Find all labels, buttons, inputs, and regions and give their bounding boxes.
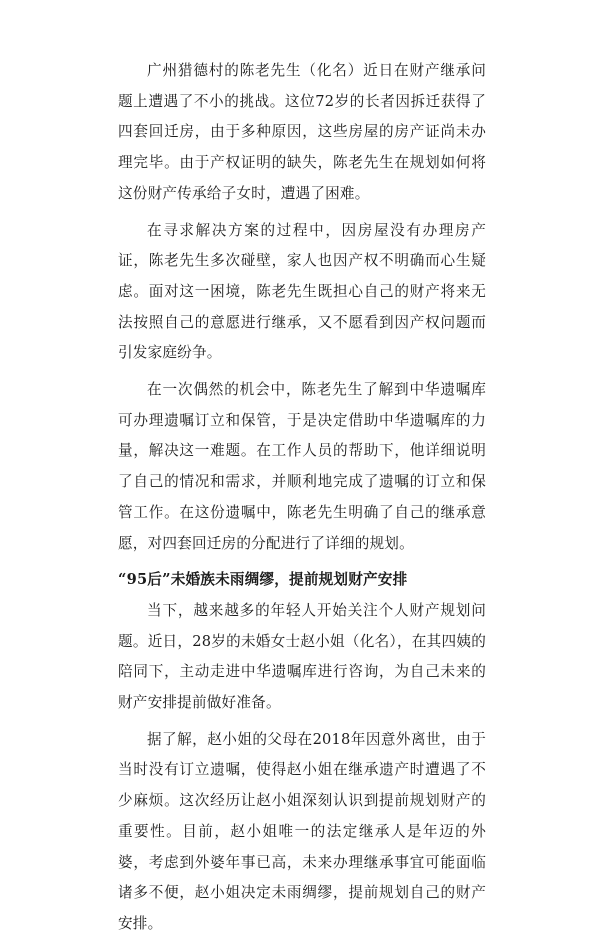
paragraph-zhao-background: 据了解，赵小姐的父母在2018年因意外离世，由于当时没有订立遗嘱，使得赵小姐在继承遗产时遭遇了不少麻烦。这次经历让赵小姐深刻认识到提前规划财产的重要性。目前，赵小姐唯一的法定继承人是年迈的外婆，考虑到外婆年事已高，未来办理继承事宜可能面临诸多不便，赵小姐决定未雨绸缪，提前规划自己的财产安排。 bbox=[118, 730, 486, 932]
article-body bbox=[118, 56, 486, 946]
paragraph-chen-difficulty: 在寻求解决方案的过程中，因房屋没有办理房产证，陈老先生多次碰壁，家人也因产权不明确而心生疑虑。面对这一困境，陈老先生既担心自己的财产将来无法按照自己的意愿进行继承，又不愿看到因产权问题而引发家庭纷争。 bbox=[118, 221, 486, 362]
section-heading: “95后”未婚族未雨绸缪，提前规划财产安排 bbox=[118, 571, 408, 589]
paragraph-zhao-intro: 当下，越来越多的年轻人开始关注个人财产规划问题。近日，28岁的未婚女士赵小姐（化名），在其四姨的陪同下，主动走进中华遗嘱库进行咨询，为自己未来的财产安排提前做好准备。 bbox=[118, 601, 486, 712]
paragraph-chen-solution: 在一次偶然的机会中，陈老先生了解到中华遗嘱库可办理遗嘱订立和保管，于是决定借助中华遗嘱库的力量，解决这一难题。在工作人员的帮助下，他详细说明了自己的情况和需求，并顺利地完成了遗嘱的订立和保管工作。在这份遗嘱中，陈老先生明确了自己的继承意愿，对四套回迁房的分配进行了详细的规划。 bbox=[118, 381, 486, 552]
paragraph-chen-intro: 广州猎德村的陈老先生（化名）近日在财产继承问题上遭遇了不小的挑战。这位72岁的长者因拆迁获得了四套回迁房，由于多种原因，这些房屋的房产证尚未办理完毕。由于产权证明的缺失，陈老先生在规划如何将这份财产传承给子女时，遭遇了困难。 bbox=[118, 62, 486, 202]
